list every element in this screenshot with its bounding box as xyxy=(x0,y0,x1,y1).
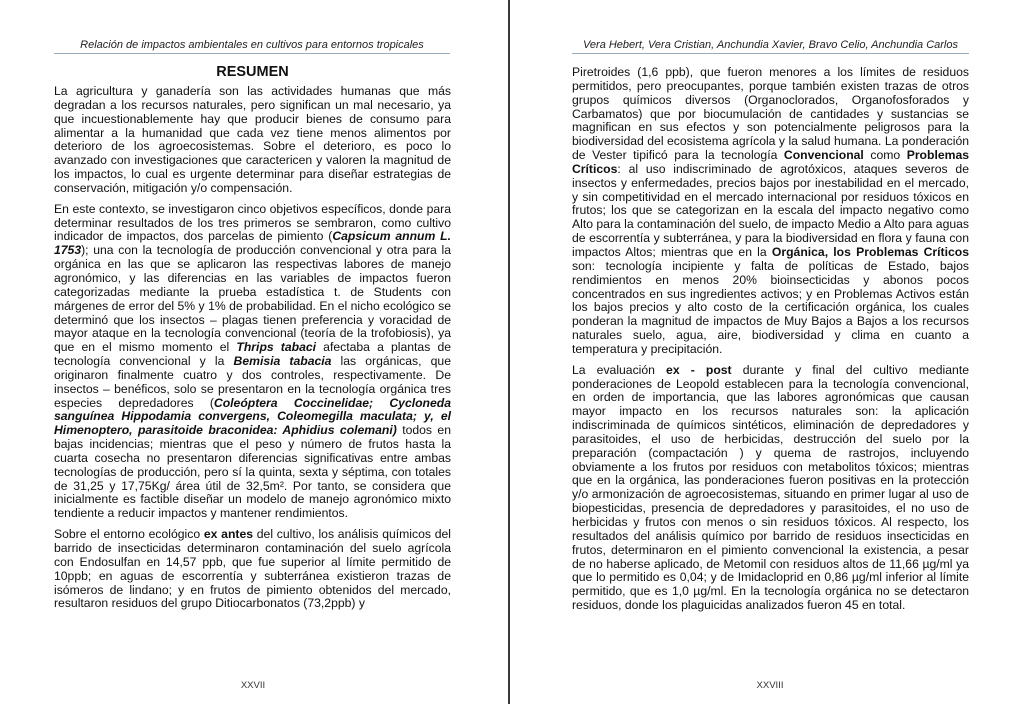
species-name: Bemisia tabacia xyxy=(233,354,332,369)
paragraph-1: La agricultura y ganadería son las actividades humanas que más degradan a los recursos naturales, pero significan un mal necesario, ya que incuestionablemente hay que producir bienes de consumo para alimentar a la humanidad que cada vez tiene menos alimentos por deterioro de los agroecosistemas. Sobre el deterioro, es poco lo avanzado con investigaciones que caractericen y valoren la magnitud de los impactos, lo cual es urgente determinar para diseñar estrategias de conservación, mitigación y/o compensación. xyxy=(54,84,451,195)
right-page xyxy=(512,0,1024,704)
section-title: RESUMEN xyxy=(216,64,289,80)
running-header: Vera Hebert, Vera Cristian, Anchundia Xavier, Bravo Celio, Anchundia Carlos xyxy=(572,38,969,54)
paragraph-2: La evaluación ex - post durante y final del cultivo mediante ponderaciones de Leopold establecen para la tecnología convencional, en orden de importancia, que las labores agronómicas que causan mayor impacto en los recursos naturales son: la aplicación indiscriminada de químicos sintéticos, eliminación de depredadores y parasitoides, el uso de herbicidas, destrucción del suelo por la preparación (compactación ) y quema de rastrojos, incluyendo obviamente a los frutos por residuos con metabolitos tóxicos; mientras que en la orgánica, las ponderaciones fueron positivas en la protección y/o armonización de agroecosistemas, situando en primer lugar al uso de biopesticidas, presencia de depredadores y parasitoides, el no uso de herbicidas y frutos con menos o sin residuos tóxicos. Al respecto, los resultados del análisis químico por barrido de residuos insecticidas en frutos, determinaron en el pimiento convencional la existencia, a pesar de no haberse aplicado, de Metomil con residuos altos de 11,66 µg/ml ya que lo permitido es 0,04; y de Imidacloprid en 0,86 µg/ml inferior al límite permitido, que es 1,0 µg/ml. En la tecnología orgánica no se detectaron residuos, donde los plaguicidas analizados fueron 45 en total. xyxy=(572,362,969,613)
emphasis: Convencional xyxy=(783,148,864,163)
paragraph-1: Piretroides (1,6 ppb), que fueron menores a los límites de residuos permitidos, pero preocupantes, porque también existen trazas de otros grupos químicos diversos (Organoclorados, Organofosforados y Carbamatos) que por biocumulación de cantidades y sustancias se magnifican en sus efectos y son potencialmente peligrosos para la biodiversidad del ecosistema agrícola y la salud humana. La ponderación de Vester tipificó para la tecnología Convencional como Problemas Críticos: al uso indiscriminado de agrotóxicos, ataques severos de insectos y enfermedades, precios bajos por inestabilidad en el mercado, y sin competitividad en el mercado internacional por residuos tóxicos en frutos; los que se categorizan en la escala del impacto negativo como Alto para la contaminación del suelo, de impacto Medio a Alto para aguas de escorrentía y subterránea, y para la biodiversidad en flora y fauna con impactos Altos; mientras que en la Orgánica, los Problemas Críticos son: tecnología incipiente y falta de políticas de Estado, bajos rendimientos en menos 20% bioinsecticidas y abonos pocos concentrados en sus ingredientes activos; y en Problemas Activos están los bajos precios y alto costo de la certificación orgánica, los cuales ponderan la magnitud de impactos de Muy Bajos a Bajos a los recursos naturales suelo, agua, aire, biodiversidad y clima en cuanto a temperatura y precipitación. xyxy=(572,65,970,356)
emphasis: ex - post xyxy=(666,362,732,377)
page-number: XXVIII xyxy=(756,680,784,691)
page-divider xyxy=(508,0,510,704)
emphasis: Orgánica, los Problemas Críticos xyxy=(771,244,969,259)
species-name: Thrips tabaci xyxy=(236,340,317,355)
page-body xyxy=(572,66,969,620)
page-body xyxy=(54,64,451,618)
running-header: Relación de impactos ambientales en cultivos para entornos tropicales xyxy=(54,38,450,54)
paragraph-2: En este contexto, se investigaron cinco objetivos específicos, donde para determinar resultados de los tres primeros se sembraron, como cultivo indicador de impactos, dos parcelas de pimiento (Capsicum annum L. 1753); una con la tecnología de producción convencional y otra para la orgánica en las que se aplicaron las respectivas labores de manejo agronómico, y las diferencias en las variables de impactos fueron categorizadas mediante la prueba estadística t. de Students con márgenes de error del 5% y 1% de probabilidad. En el nicho ecológico se determinó que los insectos – plagas tienen preferencia y voracidad de mayor ataque en la tecnología convencional (teoría de la trofobiosis), ya que en el mismo momento el Thrips tabaci afectaba a plantas de tecnología convencional y la Bemisia tabacia las orgánicas, que originaron finalmente cuatro y dos controles, respectivamente. De insectos – benéficos, solo se presentaron en la tecnología orgánica tres especies depredadores (Coleóptera Coccinelidae; Cycloneda sanguínea Hippodamia convergens, Coleomegilla maculata; y, el Himenoptero, parasitoide braconidea: Aphidius colemani) todos en bajas incidencias; mientras que el peso y número de frutos hasta la cuarta cosecha no presentaron diferencias significativas entre ambas tecnologías de producción, pero sí la quinta, sexta y séptima, con totales de 31,25 y 17,75Kg/ área útil de 32,5m². Por tanto, se considera que inicialmente es factible diseñar un modelo de manejo agronómico mixto tendiente a reducir impactos y mantener rendimientos. xyxy=(54,201,451,521)
page-number: XXVII xyxy=(240,680,266,691)
paragraph-3: Sobre el entorno ecológico ex antes del cultivo, los análisis químicos del barrido de insecticidas determinaron contaminación del suelo agrícola con Endosulfan en 14,57 ppb, que fue superior al límite permitido de 10ppb; en aguas de escorrentía y subterránea existieron trazas de isómeros de lindano; y en frutos de pimiento obtenidos del mercado, resultaron residuos del grupo Ditiocarbonatos (73,2ppb) y xyxy=(54,527,451,611)
emphasis: ex antes xyxy=(203,527,254,542)
species-list: Coleóptera Coccinelidae; Cycloneda sanguínea Hippodamia convergens, Coleomegilla maculata; y, el Himenoptero, parasitoide braconidea: Aphidius colemani) xyxy=(54,395,451,438)
species-name: Capsicum annum L. 1753 xyxy=(54,229,451,258)
left-page xyxy=(0,0,506,704)
emphasis: Problemas Críticos xyxy=(572,148,970,176)
